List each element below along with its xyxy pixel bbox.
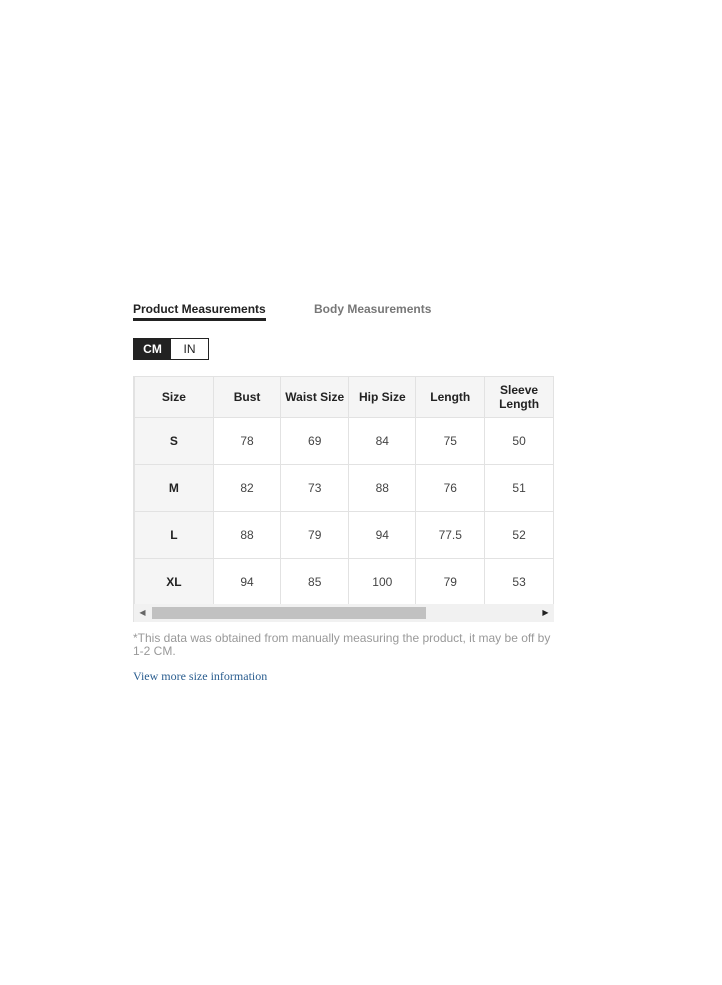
table-cell: 76	[416, 465, 485, 512]
table-cell: 78	[213, 418, 280, 465]
table-cell: 94	[349, 512, 416, 559]
table-cell: 50	[485, 418, 554, 465]
size-cell: S	[135, 418, 214, 465]
table-cell: 51	[485, 465, 554, 512]
header-hip-size: Hip Size	[349, 377, 416, 418]
measurement-tabs	[133, 300, 553, 322]
table-row	[135, 512, 554, 559]
table-cell: 85	[281, 559, 349, 606]
unit-toggle	[133, 338, 209, 360]
size-cell: L	[135, 512, 214, 559]
table-cell: 79	[281, 512, 349, 559]
header-length: Length	[416, 377, 485, 418]
table-cell: 82	[213, 465, 280, 512]
unit-cm-button[interactable]: CM	[134, 339, 171, 359]
header-sleeve-length: Sleeve Length	[485, 377, 554, 418]
table-cell: 52	[485, 512, 554, 559]
view-more-size-info-link[interactable]: View more size information	[133, 669, 268, 683]
measurement-disclaimer: *This data was obtained from manually measuring the product, it may be off by 1-2 CM.	[133, 631, 551, 658]
size-cell: XL	[135, 559, 214, 606]
table-row	[135, 418, 554, 465]
size-cell: M	[135, 465, 214, 512]
table-cell: 75	[416, 418, 485, 465]
table-cell: 100	[349, 559, 416, 606]
table-cell: 53	[485, 559, 554, 606]
table-cell: 79	[416, 559, 485, 606]
table-row	[135, 559, 554, 606]
table-cell: 73	[281, 465, 349, 512]
size-table-container	[133, 376, 554, 622]
unit-in-button[interactable]: IN	[171, 339, 208, 359]
table-header-row	[135, 377, 554, 418]
tab-product-measurements[interactable]: Product Measurements	[133, 300, 266, 321]
scroll-left-arrow-icon[interactable]: ◀	[139, 608, 146, 617]
header-bust: Bust	[213, 377, 280, 418]
table-cell: 88	[349, 465, 416, 512]
tab-body-measurements[interactable]: Body Measurements	[314, 302, 432, 316]
size-table	[134, 376, 554, 606]
table-cell: 84	[349, 418, 416, 465]
horizontal-scrollbar[interactable]	[134, 604, 554, 622]
table-row	[135, 465, 554, 512]
scrollbar-thumb[interactable]	[152, 607, 426, 619]
table-cell: 69	[281, 418, 349, 465]
header-waist-size: Waist Size	[281, 377, 349, 418]
header-size: Size	[135, 377, 214, 418]
table-cell: 94	[213, 559, 280, 606]
table-cell: 77.5	[416, 512, 485, 559]
table-cell: 88	[213, 512, 280, 559]
scroll-right-arrow-icon[interactable]: ▶	[542, 608, 549, 617]
